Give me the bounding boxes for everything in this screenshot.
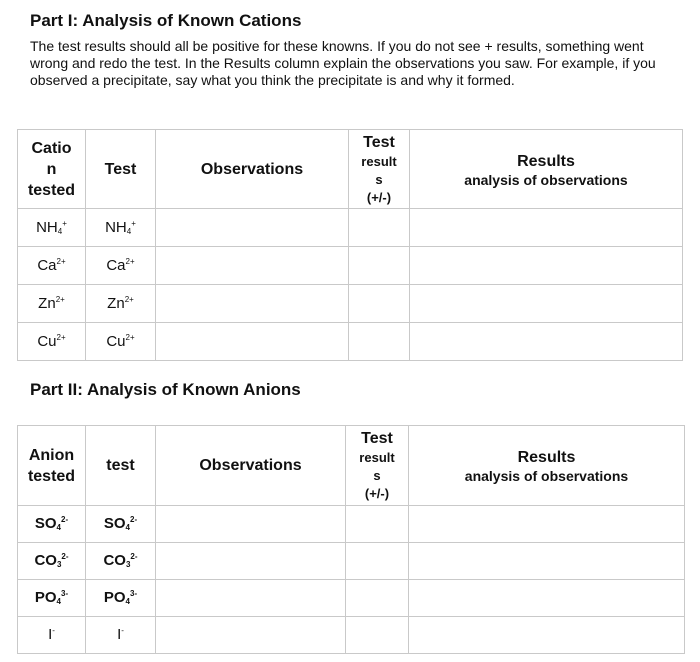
results-cell[interactable]: [410, 323, 683, 361]
test-results-cell[interactable]: [346, 543, 409, 580]
header-test-results: Test result s (+/-): [349, 130, 410, 209]
part1-heading: Part I: Analysis of Known Cations: [30, 11, 302, 30]
cation-test-cell: $NH_4^+$: [86, 209, 156, 247]
header-test-results: Test result s (+/-): [346, 426, 409, 506]
header-observations: Observations: [156, 130, 349, 209]
table-row: [18, 285, 683, 323]
results-cell[interactable]: [409, 506, 685, 543]
cation-tested-cell: $NH_4^+$: [18, 209, 86, 247]
header-test: test: [86, 426, 156, 506]
anion-tested-cell: $CO_3^{2-}$: [18, 543, 86, 580]
table-row: [18, 323, 683, 361]
results-cell[interactable]: [409, 543, 685, 580]
part2-heading: Part II: Analysis of Known Anions: [30, 380, 301, 399]
table-row: [18, 506, 685, 543]
anion-test-cell: $CO_3^{2-}$: [86, 543, 156, 580]
observations-cell[interactable]: [156, 285, 349, 323]
header-anion-tested: Anion tested: [18, 426, 86, 506]
anion-tested-cell: $PO_4^{3-}$: [18, 580, 86, 617]
cation-test-cell: $Cu^{2+}$: [86, 323, 156, 361]
cation-tested-cell: $Zn^{2+}$: [18, 285, 86, 323]
anion-test-cell: I-: [86, 617, 156, 654]
test-results-cell[interactable]: [349, 285, 410, 323]
test-results-cell[interactable]: [346, 617, 409, 654]
cation-tested-cell: $Cu^{2+}$: [18, 323, 86, 361]
observations-cell[interactable]: [156, 209, 349, 247]
anion-test-cell: $PO_4^{3-}$: [86, 580, 156, 617]
cation-tested-cell: $Ca^{2+}$: [18, 247, 86, 285]
results-cell[interactable]: [409, 617, 685, 654]
test-results-cell[interactable]: [349, 323, 410, 361]
test-results-cell[interactable]: [346, 506, 409, 543]
results-cell[interactable]: [410, 285, 683, 323]
header-test: Test: [86, 130, 156, 209]
observations-cell[interactable]: [156, 543, 346, 580]
observations-cell[interactable]: [156, 617, 346, 654]
cations-table: [17, 129, 683, 361]
observations-cell[interactable]: [156, 247, 349, 285]
header-results: Results analysis of observations: [410, 130, 683, 209]
observations-cell[interactable]: [156, 323, 349, 361]
header-cation-tested: Catio n tested: [18, 130, 86, 209]
anion-test-cell: $SO_4^{2-}$: [86, 506, 156, 543]
cation-test-cell: $Zn^{2+}$: [86, 285, 156, 323]
test-results-cell[interactable]: [349, 209, 410, 247]
test-results-cell[interactable]: [346, 580, 409, 617]
header-results: Results analysis of observations: [409, 426, 685, 506]
header-observations: Observations: [156, 426, 346, 506]
table-row: [18, 543, 685, 580]
table-row: [18, 247, 683, 285]
table-row: [18, 580, 685, 617]
results-cell[interactable]: [410, 209, 683, 247]
results-cell[interactable]: [409, 580, 685, 617]
results-cell[interactable]: [410, 247, 683, 285]
anion-tested-cell: $SO_4^{2-}$: [18, 506, 86, 543]
cation-test-cell: $Ca^{2+}$: [86, 247, 156, 285]
anion-tested-cell: I-: [18, 617, 86, 654]
table-row: [18, 617, 685, 654]
anions-table: [17, 425, 685, 654]
observations-cell[interactable]: [156, 506, 346, 543]
observations-cell[interactable]: [156, 580, 346, 617]
part1-instructions: The test results should all be positive for these knowns. If you do not see + results, something went wrong and redo the test. In the Results column explain the observations you saw. For example, if you observed a precipitate, say what you think the precipitate is and why it formed.: [30, 38, 656, 88]
test-results-cell[interactable]: [349, 247, 410, 285]
table-row: [18, 209, 683, 247]
